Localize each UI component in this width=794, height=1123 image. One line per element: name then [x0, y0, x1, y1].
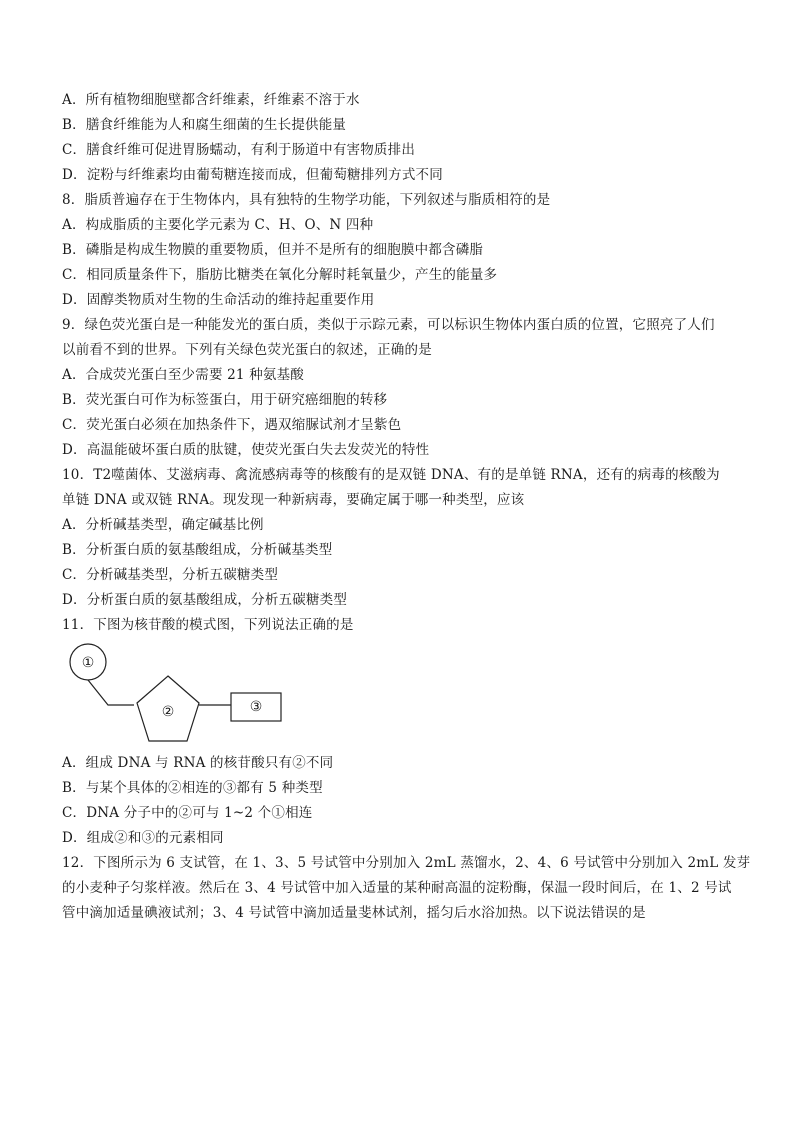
exam-page [62, 88, 751, 926]
q9-option-b: B．荧光蛋白可作为标签蛋白，用于研究癌细胞的转移 [62, 392, 388, 408]
question-10 [62, 463, 742, 613]
label-2: ② [161, 704, 175, 720]
q9-option-a: A．合成荧光蛋白至少需要 21 种氨基酸 [62, 367, 305, 383]
bond-phosphate-sugar [88, 680, 134, 705]
q11-option-a: A．组成 DNA 与 RNA 的核苷酸只有②不同 [62, 755, 334, 771]
q8-stem: 8．脂质普遍存在于生物体内，具有独特的生物学功能，下列叙述与脂质相符的是 [62, 192, 551, 208]
q12-stem-line-1: 12．下图所示为 6 支试管，在 1、3、5 号试管中分别加入 2mL 蒸馏水，2、4、6 号试管中分别加入 2mL 发芽 [62, 855, 751, 871]
q11-option-c: C．DNA 分子中的②可与 1~2 个①相连 [62, 805, 313, 821]
label-3: ③ [249, 699, 263, 715]
q11-option-b: B．与某个具体的②相连的③都有 5 种类型 [62, 780, 323, 796]
question-8 [62, 188, 742, 313]
q7-option-d: D．淀粉与纤维素均由葡萄糖连接而成，但葡萄糖排列方式不同 [62, 167, 443, 183]
q8-option-d: D．固醇类物质对生物的生命活动的维持起重要作用 [62, 292, 375, 308]
q7-option-c: C．膳食纤维可促进胃肠蠕动，有利于肠道中有害物质排出 [62, 142, 416, 158]
q7-options [62, 88, 742, 188]
label-1: ① [81, 655, 95, 671]
q10-option-b: B．分析蛋白质的氨基酸组成，分析碱基类型 [62, 542, 333, 558]
q11-option-d: D．组成②和③的元素相同 [62, 830, 224, 846]
q10-stem-line-1: 10．T2噬菌体、艾滋病毒、禽流感病毒等的核酸有的是双链 DNA、有的是单链 RNA，还有的病毒的核酸为 [62, 467, 720, 483]
q9-stem-line-1: 9．绿色荧光蛋白是一种能发光的蛋白质，类似于示踪元素，可以标识生物体内蛋白质的位置，它照亮了人们 [62, 317, 715, 333]
q10-option-d: D．分析蛋白质的氨基酸组成，分析五碳糖类型 [62, 592, 348, 608]
question-12 [62, 851, 751, 926]
q9-option-c: C．荧光蛋白必须在加热条件下，遇双缩脲试剂才呈紫色 [62, 417, 402, 433]
q11-stem: 11．下图为核苷酸的模式图，下列说法正确的是 [62, 617, 354, 633]
question-11 [62, 613, 742, 851]
q8-option-b: B．磷脂是构成生物膜的重要物质，但并不是所有的细胞膜中都含磷脂 [62, 242, 484, 258]
q12-stem-line-3: 管中滴加适量碘液试剂；3、4 号试管中滴加适量斐林试剂，摇匀后水浴加热。以下说法错误的是 [62, 905, 646, 921]
q10-stem-line-2: 单链 DNA 或双链 RNA。现发现一种新病毒，要确定属于哪一种类型，应该 [62, 492, 525, 508]
question-9 [62, 313, 742, 463]
q7-option-a: A．所有植物细胞壁都含纤维素，纤维素不溶于水 [62, 92, 360, 108]
q9-stem-line-2: 以前看不到的世界。下列有关绿色荧光蛋白的叙述，正确的是 [62, 342, 432, 358]
q12-stem-line-2: 的小麦种子匀浆样液。然后在 3、4 号试管中加入适量的某种耐高温的淀粉酶，保温一段时间后，在 1、2 号试 [62, 880, 732, 896]
q9-option-d: D．高温能破坏蛋白质的肽键，使荧光蛋白失去发荧光的特性 [62, 442, 430, 458]
nucleotide-diagram-svg [62, 640, 302, 745]
q10-option-c: C．分析碱基类型，分析五碳糖类型 [62, 567, 279, 583]
q10-option-a: A．分析碱基类型，确定碱基比例 [62, 517, 264, 533]
q8-option-c: C．相同质量条件下，脂肪比糖类在氧化分解时耗氧量少，产生的能量多 [62, 267, 498, 283]
nucleotide-diagram [62, 640, 742, 745]
q7-option-b: B．膳食纤维能为人和腐生细菌的生长提供能量 [62, 117, 347, 133]
q8-option-a: A．构成脂质的主要化学元素为 C、H、O、N 四种 [62, 217, 374, 233]
